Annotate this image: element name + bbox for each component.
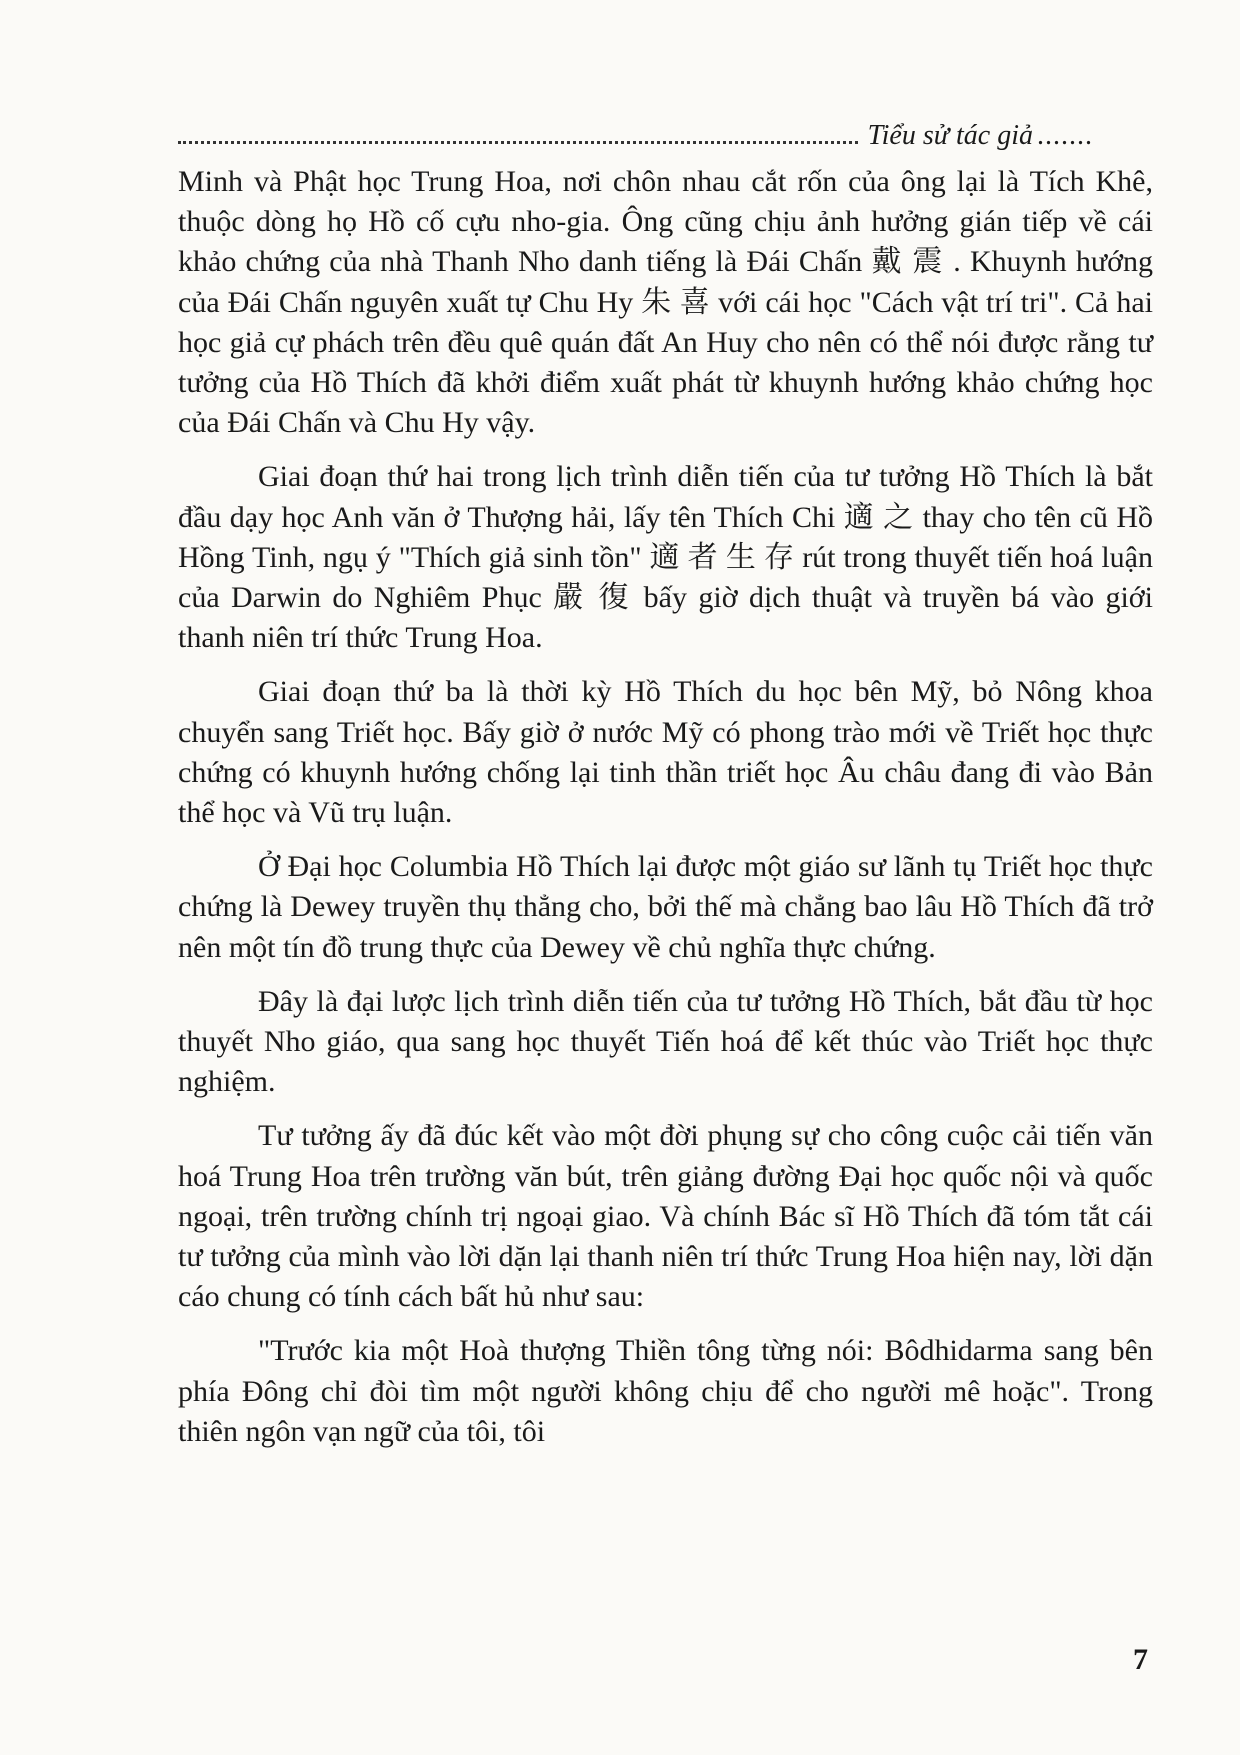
body-text [178,162,1153,1466]
paragraph: Minh và Phật học Trung Hoa, nơi chôn nhau cắt rốn của ông lại là Tích Khê, thuộc dòng họ Hồ cố cựu nho-gia. Ông cũng chịu ảnh hưởng gián tiếp về cái khảo chứng của nhà Thanh Nho danh tiếng là Đái Chấn 戴 震 . Khuynh hướng của Đái Chấn nguyên xuất tự Chu Hy 朱 喜 với cái học "Cách vật trí tri". Cả hai học giả cự phách trên đều quê quán đất An Huy cho nên có thể nói được rằng tư tưởng của Hồ Thích đã khởi điểm xuất phát từ khuynh hướng khảo chứng học của Đái Chấn và Chu Hy vậy. [178,165,1153,440]
header-dotted-leader [178,141,858,144]
running-header [178,112,1093,152]
paragraph: Đây là đại lược lịch trình diễn tiến của tư tưởng Hồ Thích, bắt đầu từ học thuyết Nho giáo, qua sang học thuyết Tiến hoá để kết thúc vào Triết học thực nghiệm. [178,984,1153,1099]
paragraph: Giai đoạn thứ ba là thời kỳ Hồ Thích du học bên Mỹ, bỏ Nông khoa chuyển sang Triết học. Bấy giờ ở nước Mỹ có phong trào mới về Triết học thực chứng có khuynh hướng chống lại tinh thần triết học Âu châu đang đi vào Bản thể học và Vũ trụ luận. [178,675,1153,830]
header-title: Tiểu sử tác giả [867,120,1033,151]
paragraph: Ở Đại học Columbia Hồ Thích lại được một giáo sư lãnh tụ Triết học thực chứng là Dewey truyền thụ thẳng cho, bởi thế mà chẳng bao lâu Hồ Thích đã trở nên một tín đồ trung thực của Dewey về chủ nghĩa thực chứng. [178,850,1153,964]
page-number: 7 [1133,1643,1148,1676]
paragraph: Giai đoạn thứ hai trong lịch trình diễn tiến của tư tưởng Hồ Thích là bắt đầu dạy học Anh văn ở Thượng hải, lấy tên Thích Chi 適 之 thay cho tên cũ Hồ Hồng Tinh, ngụ ý "Thích giả sinh tồn" 適 者 生 存 rút trong thuyết tiến hoá luận của Darwin do Nghiêm Phục 嚴 復 bấy giờ dịch thuật và truyền bá vào giới thanh niên trí thức Trung Hoa. [178,460,1153,655]
header-trailing-dots: ....... [1037,120,1093,151]
paragraph: "Trước kia một Hoà thượng Thiền tông từng nói: Bôdhidarma sang bên phía Đông chỉ đòi tìm một người không chịu để cho người mê hoặc". Trong thiên ngôn vạn ngữ của tôi, tôi [178,1334,1153,1448]
paragraph: Tư tưởng ấy đã đúc kết vào một đời phụng sự cho công cuộc cải tiến văn hoá Trung Hoa trên trường văn bút, trên giảng đường Đại học quốc nội và quốc ngoại, trên trường chính trị ngoại giao. Và chính Bác sĩ Hồ Thích đã tóm tắt cái tư tưởng của mình vào lời dặn lại thanh niên trí thức Trung Hoa hiện nay, lời dặn cáo chung có tính cách bất hủ như sau: [178,1119,1153,1314]
